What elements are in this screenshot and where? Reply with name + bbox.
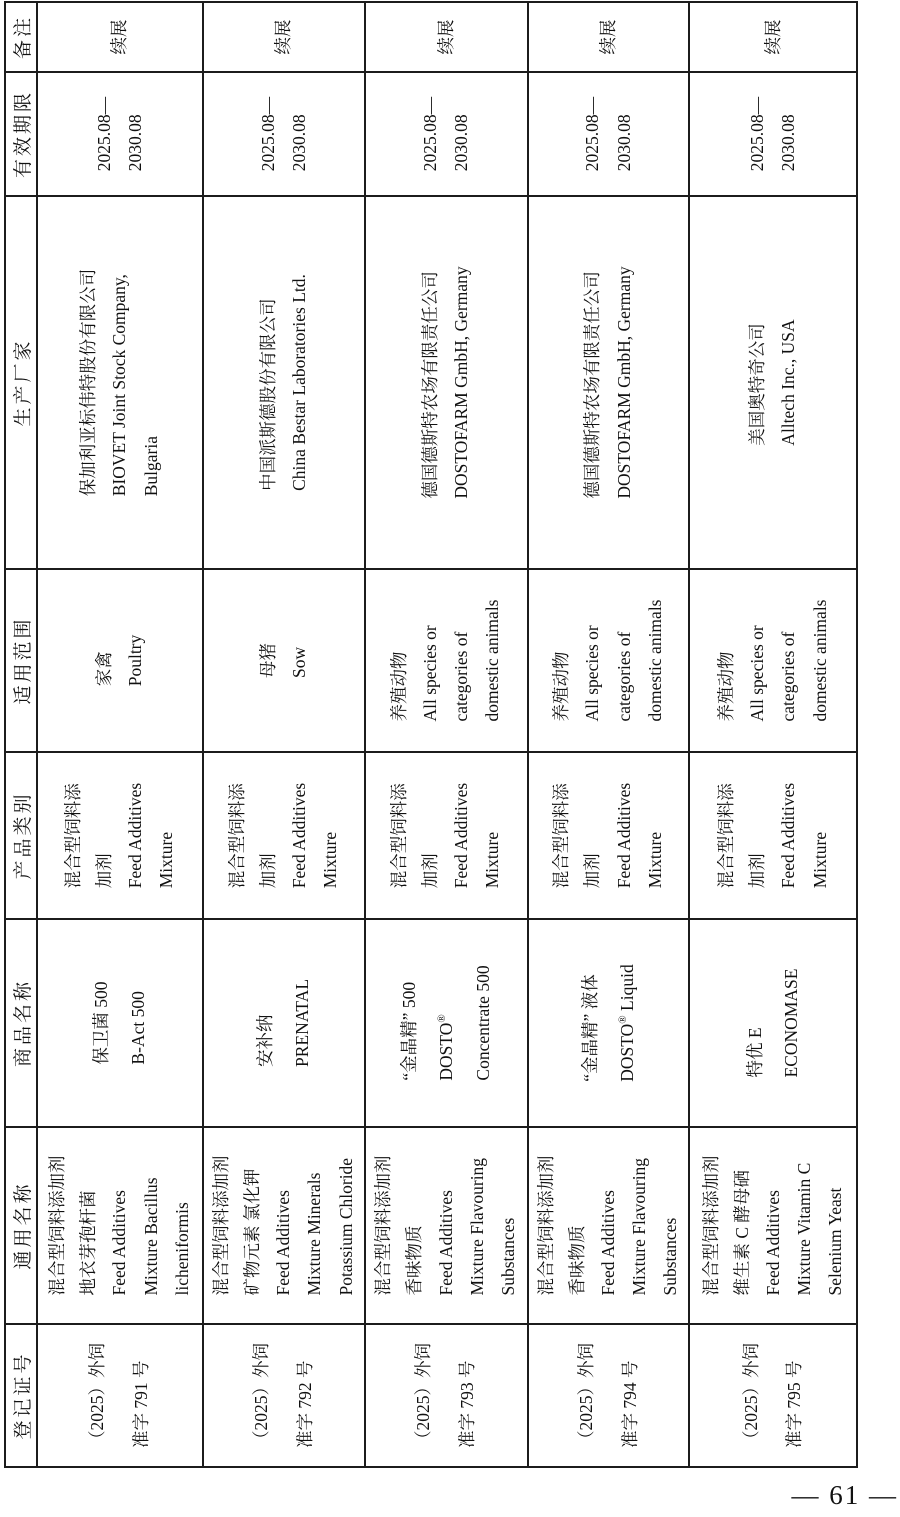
cell-line: Substances	[660, 1217, 681, 1296]
cell-line: Feed Additives	[778, 782, 799, 889]
cell-remarks	[528, 2, 690, 72]
cell-product_category	[689, 752, 857, 919]
cell-line: 2030.08	[288, 114, 309, 172]
cell-line: 保卫菌 500	[91, 981, 112, 1065]
cell-line: Feed Additives	[613, 782, 634, 889]
cell-line: 2030.08	[778, 114, 799, 172]
cell-line: licheniformis	[171, 1202, 192, 1296]
cell-text	[742, 97, 804, 171]
cell-remarks	[365, 2, 528, 72]
cell-line: 2025.08—	[747, 96, 768, 172]
cell-text	[711, 600, 836, 722]
cell-line: 混合型饲料添	[716, 783, 737, 889]
cell-text	[267, 20, 300, 55]
cell-line: 准字 795 号	[784, 1360, 805, 1448]
cell-text	[565, 1343, 653, 1448]
cell-line: 混合型饲料添	[62, 783, 83, 889]
cell-text	[572, 964, 646, 1081]
cell-line: domestic animals	[482, 599, 503, 722]
cell-line: DOSTO® Liquid	[616, 964, 637, 1082]
cell-validity_period	[203, 72, 365, 196]
cell-line: （2025）外饲	[740, 1343, 761, 1448]
entry-row-4	[689, 2, 857, 1467]
cell-line: 养殖动物	[716, 651, 737, 722]
cell-line: PRENATAL	[291, 978, 312, 1068]
cell-line: Feed Additives	[109, 1190, 130, 1296]
cell-line: 地衣芽孢杆菌	[78, 1190, 99, 1296]
cell-text	[711, 783, 836, 888]
cell-line: domestic animals	[809, 599, 830, 722]
cell-text	[240, 1343, 328, 1448]
cell-line: domestic animals	[644, 599, 665, 722]
cell-line: 准字 792 号	[294, 1360, 315, 1448]
cell-line: BIOVET Joint Stock Company,	[109, 274, 130, 497]
cell-line: Feed Additives	[125, 782, 145, 889]
cell-line: Feed Additives	[288, 782, 309, 889]
page-number: — 61 —	[791, 1480, 898, 1510]
cell-line: “金晶精” 液体	[579, 974, 600, 1082]
cell-line: 混合型饲料添	[388, 783, 409, 889]
cell-text	[384, 783, 509, 888]
cell-remarks	[689, 2, 857, 72]
cell-text	[222, 783, 347, 888]
registered-trademark-symbol: ®	[616, 1015, 629, 1024]
cell-line: 续展	[435, 19, 456, 55]
cell-manufacturer	[528, 196, 690, 569]
cell-line: All species or	[582, 625, 603, 722]
cell-line: 德国德斯特农场有限责任公司	[582, 271, 603, 499]
cell-product_category	[528, 752, 690, 919]
cell-line: （2025）外饲	[87, 1343, 108, 1448]
cell-manufacturer	[37, 196, 203, 569]
cell-line: Mixture Bacillus	[140, 1177, 161, 1296]
cell-line: Mixture Flavouring	[629, 1157, 650, 1296]
cell-product_category	[37, 752, 203, 919]
cell-line: 续展	[109, 19, 130, 55]
cell-line: Alltech Inc., USA	[778, 319, 799, 446]
cell-line: 保加利亚标伟特股份有限公司	[78, 268, 99, 497]
cell-line: （2025）外饲	[575, 1343, 596, 1448]
cell-line: 2025.08—	[93, 96, 114, 172]
cell-line: （2025）外饲	[413, 1343, 434, 1448]
cell-manufacturer	[689, 196, 857, 569]
cell-generic_name	[37, 1127, 203, 1324]
column-header-validity_period: 有效期限	[5, 72, 37, 196]
cell-text	[103, 20, 136, 55]
cell-text	[577, 97, 639, 171]
cell-validity_period	[689, 72, 857, 196]
cell-line: 续展	[597, 19, 618, 55]
cell-text	[546, 783, 671, 888]
cell-line: 准字 793 号	[457, 1360, 478, 1448]
cell-applicable_scope	[528, 569, 690, 752]
cell-line: 香味物质	[566, 1225, 587, 1296]
cell-registration_no	[528, 1324, 690, 1467]
cell-line: All species or	[747, 625, 768, 722]
cell-text	[368, 1156, 524, 1296]
cell-text	[730, 1343, 818, 1448]
cell-registration_no	[689, 1324, 857, 1467]
entry-row-2	[365, 2, 528, 1467]
cell-line: Mixture	[809, 831, 830, 889]
cell-line: Feed Additives	[762, 1190, 783, 1296]
cell-line: Selenium Yeast	[825, 1187, 846, 1296]
entry-row-3	[528, 2, 690, 1467]
column-header-generic_name: 通用名称	[5, 1127, 37, 1324]
cell-line: All species or	[420, 625, 441, 722]
cell-line: Mixture Minerals	[304, 1172, 325, 1296]
cell-line: 2025.08—	[257, 96, 278, 172]
cell-text	[76, 1343, 164, 1448]
cell-line: Substances	[497, 1217, 518, 1296]
cell-line: 混合型饲料添	[226, 783, 247, 889]
cell-line: 加剂	[93, 853, 114, 889]
column-header-manufacturer: 生产厂家	[5, 196, 37, 569]
cell-line: 安补纳	[255, 1014, 276, 1068]
cell-text	[253, 643, 315, 678]
cell-line: 中国派斯德股份有限公司	[257, 298, 278, 491]
cell-line: categories of	[451, 631, 472, 722]
cell-text	[415, 97, 477, 171]
rotated-table-container	[4, 3, 855, 1468]
cell-line: Bulgaria	[140, 435, 161, 497]
cell-line: DOSTOFARM GmbH, Germany	[451, 266, 472, 499]
cell-line: categories of	[778, 631, 799, 722]
cell-line: 维生素 C 酵母硒	[731, 1170, 752, 1296]
cell-line: 加剂	[582, 853, 603, 889]
cell-line: Concentrate 500	[472, 965, 493, 1081]
cell-line: Feed Additives	[451, 782, 472, 889]
cell-remarks	[203, 2, 365, 72]
cell-text	[83, 981, 157, 1064]
cell-line: Feed Additives	[273, 1190, 294, 1296]
column-header-registration_no: 登记证号	[5, 1324, 37, 1467]
cell-generic_name	[203, 1127, 365, 1324]
cell-line: Mixture	[319, 831, 340, 889]
cell-text	[402, 1343, 490, 1448]
column-header-trade_name: 商品名称	[5, 919, 37, 1127]
cell-trade_name	[365, 919, 528, 1127]
cell-line: 家禽	[93, 651, 114, 687]
cell-text	[757, 20, 790, 55]
cell-text	[430, 20, 463, 55]
cell-text	[42, 1156, 198, 1296]
cell-applicable_scope	[689, 569, 857, 752]
cell-text	[391, 965, 501, 1080]
cell-line: 混合型饲料添加剂	[211, 1155, 231, 1296]
cell-trade_name	[689, 919, 857, 1127]
cell-text	[247, 979, 321, 1067]
cell-generic_name	[528, 1127, 690, 1324]
cell-line: Poultry	[125, 634, 145, 687]
cell-line: 2030.08	[125, 114, 145, 172]
cell-applicable_scope	[37, 569, 203, 752]
cell-generic_name	[365, 1127, 528, 1324]
cell-line: 混合型饲料添加剂	[700, 1155, 721, 1296]
cell-line: 混合型饲料添加剂	[535, 1155, 556, 1296]
cell-line: 加剂	[257, 853, 278, 889]
cell-text	[592, 20, 625, 55]
cell-manufacturer	[365, 196, 528, 569]
cell-line: DOSTOFARM GmbH, Germany	[613, 266, 634, 499]
entry-row-0	[37, 2, 203, 1467]
cell-line: Mixture Flavouring	[466, 1157, 487, 1296]
cell-line: 混合型饲料添加剂	[373, 1155, 394, 1296]
cell-line: 混合型饲料添	[551, 783, 572, 889]
cell-line: Mixture	[644, 831, 665, 889]
cell-line: 2025.08—	[582, 96, 603, 172]
cell-line: 加剂	[747, 853, 768, 889]
cell-manufacturer	[203, 196, 365, 569]
cell-line: Mixture Vitamin C	[793, 1162, 814, 1296]
cell-product_category	[365, 752, 528, 919]
cell-line: 美国奥特奇公司	[747, 323, 768, 446]
cell-trade_name	[203, 919, 365, 1127]
column-header-applicable_scope: 适用范围	[5, 569, 37, 752]
cell-text	[742, 319, 804, 445]
cell-text	[89, 635, 151, 687]
cell-text	[206, 1156, 362, 1296]
cell-line: 2030.08	[451, 114, 472, 172]
column-header-product_category: 产品类别	[5, 752, 37, 919]
registered-trademark-symbol: ®	[436, 1014, 448, 1023]
cell-text	[415, 266, 477, 498]
cell-text	[531, 1156, 687, 1296]
cell-text	[253, 274, 315, 491]
cell-text	[89, 97, 151, 171]
cell-text	[546, 600, 671, 722]
cell-line: B-Act 500	[128, 991, 148, 1065]
cell-line: 2025.08—	[420, 96, 441, 172]
cell-line: Mixture	[482, 831, 503, 889]
cell-line: 准字 794 号	[619, 1360, 640, 1448]
cell-text	[58, 783, 183, 888]
cell-trade_name	[528, 919, 690, 1127]
cell-text	[253, 97, 315, 171]
cell-generic_name	[689, 1127, 857, 1324]
cell-text	[73, 269, 166, 497]
column-header-remarks: 备注	[5, 2, 37, 72]
cell-line: 养殖动物	[551, 651, 572, 722]
cell-validity_period	[365, 72, 528, 196]
cell-text	[577, 266, 639, 498]
cell-line: 矿物元素 氯化钾	[242, 1168, 263, 1296]
cell-line: “金晶精” 500	[399, 981, 420, 1081]
cell-applicable_scope	[203, 569, 365, 752]
cell-remarks	[37, 2, 203, 72]
cell-line: Potassium Chloride	[335, 1157, 356, 1296]
cell-line: 加剂	[420, 853, 441, 889]
cell-validity_period	[37, 72, 203, 196]
cell-text	[737, 969, 811, 1078]
cell-text	[696, 1156, 852, 1296]
cell-line: 续展	[273, 19, 294, 55]
cell-line: 2030.08	[613, 114, 634, 172]
cell-product_category	[203, 752, 365, 919]
cell-line: Feed Additives	[597, 1190, 618, 1296]
cell-line: 养殖动物	[388, 651, 409, 722]
cell-line: 香味物质	[404, 1225, 425, 1296]
registration-table	[4, 1, 858, 1468]
cell-line: China Bestar Laboratories Ltd.	[288, 274, 309, 491]
cell-trade_name	[37, 919, 203, 1127]
header-row	[5, 2, 37, 1467]
cell-line: Feed Additives	[435, 1190, 456, 1296]
cell-line: ECONOMASE	[781, 968, 802, 1078]
cell-line: DOSTO®	[435, 1014, 456, 1081]
cell-registration_no	[203, 1324, 365, 1467]
cell-validity_period	[528, 72, 690, 196]
cell-line: 准字 791 号	[131, 1360, 151, 1448]
cell-line: 续展	[762, 19, 783, 55]
cell-line: （2025）外饲	[251, 1343, 272, 1448]
cell-line: 德国德斯特农场有限责任公司	[420, 271, 441, 499]
cell-line: Sow	[288, 646, 309, 678]
cell-line: categories of	[613, 631, 634, 722]
cell-line: 母猪	[257, 643, 278, 678]
cell-line: Mixture	[156, 831, 177, 889]
cell-text	[384, 600, 509, 722]
cell-registration_no	[365, 1324, 528, 1467]
cell-applicable_scope	[365, 569, 528, 752]
entry-row-1	[203, 2, 365, 1467]
cell-registration_no	[37, 1324, 203, 1467]
cell-line: 特优 E	[744, 1027, 765, 1078]
cell-line: 混合型饲料添加剂	[47, 1155, 68, 1296]
